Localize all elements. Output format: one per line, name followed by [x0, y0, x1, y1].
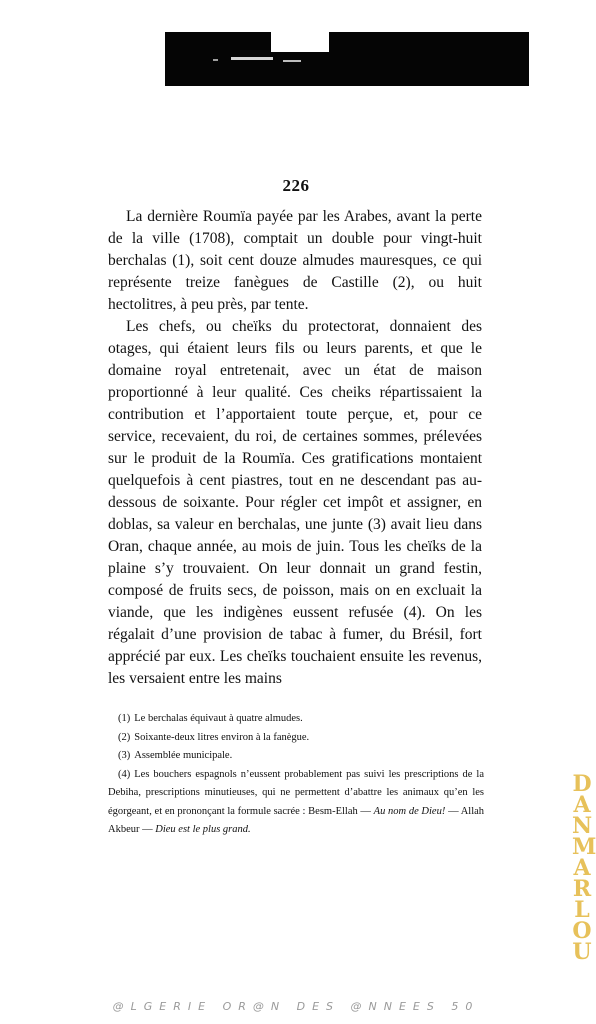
scan-streak	[283, 60, 301, 62]
footnote-text: Soixante-deux litres environ à la fanègue.	[134, 731, 310, 743]
footnote-italic: Au nom de Dieu!	[373, 805, 446, 817]
footnote-italic: Dieu est le plus grand.	[155, 824, 251, 835]
page-number: 226	[282, 176, 310, 195]
footnote-text: Les bouchers espagnols n’eussent probablement pas suivi les prescriptions de la Debiha, prescriptions minutieuses, qui ne permettent d’abattre les animaux qu’en les égorgeant, et en prononçant la formule sacrée : Besm-Ellah —	[108, 768, 484, 817]
paragraph: La dernière Roumïa payée par les Arabes, avant la perte de la ville (1708), comptait un double pour vingt-huit berchalas (1), soit cent douze almudes mauresques, ce qui représente treize fanègues de Castille (2), ou huit hectolitres, à peu près, par tente.	[108, 208, 482, 313]
footnote	[108, 729, 484, 748]
footnote-number: (2)	[118, 731, 131, 743]
watermark	[572, 771, 596, 965]
footnote-number: (3)	[118, 750, 131, 761]
watermark-letter: M	[572, 834, 596, 860]
watermark-letter: D	[572, 771, 592, 797]
body-text	[108, 206, 482, 690]
footnote	[108, 747, 484, 766]
scan-streak	[231, 57, 273, 60]
watermark-letter: A	[573, 855, 591, 881]
footnote	[108, 710, 484, 729]
watermark-letter: A	[573, 792, 591, 818]
footnote	[108, 766, 484, 840]
footnote-number: (4)	[118, 768, 131, 780]
footer-caption: @LGERIE OR@N DES @NNEES 50	[112, 1000, 480, 1013]
footnote-text: Le berchalas équivaut à quatre almudes.	[134, 713, 303, 724]
footnote-text: — Allah Akbeur —	[108, 805, 485, 835]
scan-redaction-bar	[165, 32, 529, 86]
footnotes	[108, 710, 484, 840]
scan-notch	[271, 32, 329, 52]
watermark-letter: R	[572, 876, 592, 902]
scan-speck	[213, 59, 218, 61]
footnote-number: (1)	[118, 713, 131, 724]
watermark-letter: O	[572, 918, 592, 944]
paragraph: Les chefs, ou cheïks du protectorat, donnaient des otages, qui étaient leurs fils ou leurs parents, et que le domaine royal entretenait, avec un état de maison proportionné à leur qualité. Ces cheiks répartissaient la contribution et l’apportaient toute perçue, et, pour ce service, recevaient, du roi, de certaines sommes, prélevées sur le produit de la Roumïa. Ces gratifications montaient quelquefois à cent piastres, tout en ne descendant pas au-dessous de soixante. Pour régler cet impôt et assigner, en doblas, sa valeur en berchalas, une junte (3) avait lieu dans Oran, chaque année, au mois de juin. Tous les cheïks de la plaine s’y trouvaient. On leur donnait un grand festin, composé de fruits secs, de poisson, mais on en excluait la viande, que les indigènes eussent refusée (4). On les régalait d’une provision de tabac à fumer, du Brésil, fort apprécié par eux. Les cheïks touchaient ensuite les revenus, les versaient entre les mains	[108, 318, 482, 687]
watermark-letter: L	[574, 897, 590, 923]
footnote-text: Assemblée municipale.	[134, 750, 233, 761]
watermark-letter: N	[572, 813, 593, 839]
watermark-letter: U	[572, 939, 592, 965]
